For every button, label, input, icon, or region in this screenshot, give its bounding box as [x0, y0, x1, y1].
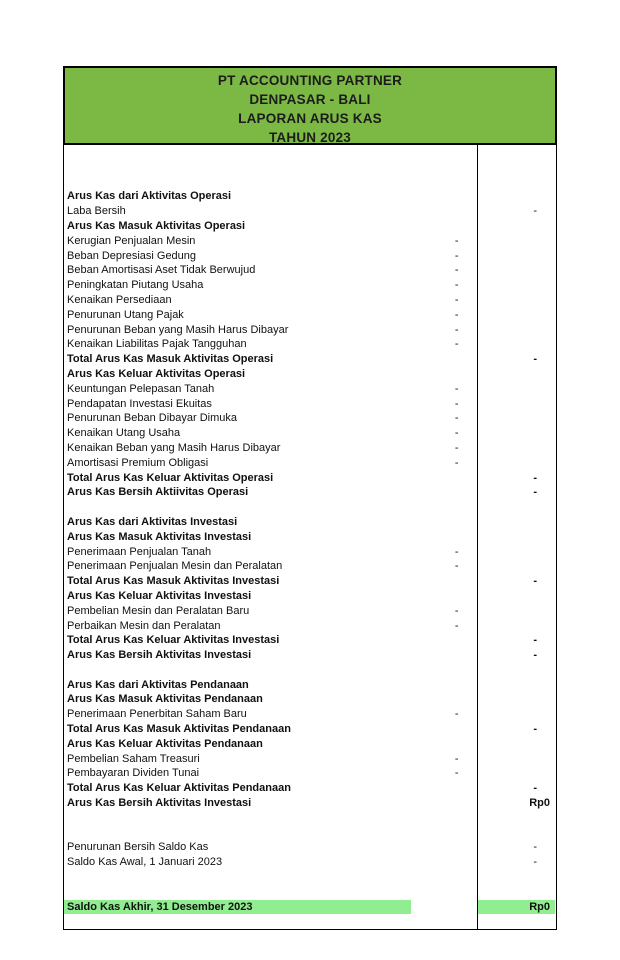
amount-total-cell — [477, 234, 556, 249]
amount-detail-cell: - — [454, 767, 459, 780]
company-city: DENPASAR - BALI — [249, 92, 371, 107]
report-row — [64, 219, 556, 234]
amount-total-cell: Rp0 — [529, 797, 550, 810]
amount-total-cell — [477, 515, 556, 530]
report-row — [64, 752, 556, 767]
report-row — [64, 278, 556, 293]
amount-detail-cell: - — [454, 560, 459, 573]
report-row — [64, 766, 556, 781]
amount-total-cell — [477, 914, 556, 929]
amount-total-cell — [477, 707, 556, 722]
amount-total-cell: - — [533, 205, 537, 218]
row-label: Laba Bersih — [67, 205, 126, 218]
row-label: Total Arus Kas Masuk Aktivitas Operasi — [67, 353, 274, 366]
amount-detail-cell — [411, 500, 477, 515]
amount-detail-cell: - — [454, 619, 459, 632]
row-label: Arus Kas dari Aktivitas Pendanaan — [67, 678, 249, 691]
row-label — [64, 663, 411, 678]
row-label: Arus Kas Bersih Aktiivitas Operasi — [67, 486, 249, 499]
spacer-row — [64, 826, 556, 841]
amount-total-cell — [477, 678, 556, 693]
row-label: Arus Kas dari Aktivitas Operasi — [67, 190, 232, 203]
report-row — [64, 574, 556, 589]
amount-detail-cell: - — [454, 441, 459, 454]
amount-total-cell: - — [533, 856, 537, 869]
amount-detail-cell — [411, 914, 477, 929]
amount-detail-cell — [411, 840, 477, 855]
report-row — [64, 308, 556, 323]
row-label: Beban Amortisasi Aset Tidak Berwujud — [67, 264, 256, 277]
report-row — [64, 456, 556, 471]
amount-detail-cell — [411, 515, 477, 530]
spacer-row — [64, 145, 556, 160]
amount-total-cell — [477, 263, 556, 278]
report-row — [64, 397, 556, 412]
row-label: Arus Kas Bersih Aktivitas Investasi — [67, 649, 252, 662]
amount-total-cell — [477, 663, 556, 678]
amount-detail-cell: - — [454, 382, 459, 395]
report-row — [64, 323, 556, 338]
amount-detail-cell: - — [454, 264, 459, 277]
cash-flow-report — [63, 66, 557, 930]
row-label: Penerimaan Penerbitan Saham Baru — [67, 708, 247, 721]
amount-detail-cell: - — [454, 752, 459, 765]
amount-total-cell: - — [533, 649, 537, 662]
amount-total-cell: - — [533, 782, 537, 795]
amount-total-cell — [477, 826, 556, 841]
row-label: Total Arus Kas Masuk Aktivitas Pendanaan — [67, 723, 291, 736]
amount-detail-cell — [411, 648, 477, 663]
amount-detail-cell: - — [454, 397, 459, 410]
report-period: TAHUN 2023 — [268, 130, 352, 145]
row-label: Arus Kas dari Aktivitas Investasi — [67, 515, 238, 528]
report-row — [64, 426, 556, 441]
row-label: Perbaikan Mesin dan Peralatan — [67, 619, 221, 632]
row-label — [64, 870, 411, 885]
amount-total-cell: - — [533, 486, 537, 499]
amount-total-cell — [477, 589, 556, 604]
row-label: Arus Kas Keluar Aktivitas Operasi — [67, 367, 246, 380]
report-row — [64, 204, 556, 219]
amount-detail-cell: - — [454, 427, 459, 440]
row-label: Kenaikan Liabilitas Pajak Tangguhan — [67, 338, 247, 351]
amount-total-cell — [477, 337, 556, 352]
row-label — [64, 811, 411, 826]
amount-total-cell — [477, 397, 556, 412]
report-body — [63, 145, 557, 930]
amount-detail-cell — [411, 870, 477, 885]
amount-detail-cell: - — [454, 308, 459, 321]
report-row — [64, 485, 556, 500]
amount-detail-cell — [411, 826, 477, 841]
report-row — [64, 382, 556, 397]
report-row — [64, 559, 556, 574]
amount-total-cell: - — [533, 723, 537, 736]
company-name: PT ACCOUNTING PARTNER — [217, 73, 403, 88]
report-row — [64, 692, 556, 707]
amount-detail-cell — [411, 633, 477, 648]
row-label: Total Arus Kas Masuk Aktivitas Investasi — [67, 575, 280, 588]
amount-total-cell: - — [533, 841, 537, 854]
report-row — [64, 737, 556, 752]
row-label: Penerimaan Penjualan Tanah — [67, 545, 212, 558]
row-label: Arus Kas Masuk Aktivitas Investasi — [67, 530, 252, 543]
row-label: Arus Kas Keluar Aktivitas Investasi — [67, 589, 252, 602]
row-label — [64, 826, 411, 841]
amount-total-cell — [477, 278, 556, 293]
amount-detail-cell — [411, 175, 477, 190]
report-row — [64, 840, 556, 855]
row-label: Saldo Kas Awal, 1 Januari 2023 — [67, 856, 223, 869]
spacer-row — [64, 500, 556, 515]
report-row — [64, 352, 556, 367]
amount-detail-cell — [411, 678, 477, 693]
report-row — [64, 515, 556, 530]
amount-total-cell — [477, 382, 556, 397]
row-label — [64, 160, 411, 175]
amount-total-cell — [477, 411, 556, 426]
row-label: Pembelian Saham Treasuri — [67, 752, 200, 765]
report-row — [64, 796, 556, 811]
report-row — [64, 471, 556, 486]
report-row — [64, 411, 556, 426]
row-label: Pembayaran Dividen Tunai — [67, 767, 200, 780]
amount-detail-cell: - — [454, 412, 459, 425]
amount-total-cell — [477, 367, 556, 382]
spacer-row — [64, 160, 556, 175]
column-divider — [477, 145, 479, 929]
amount-total-cell — [477, 752, 556, 767]
amount-total-cell — [477, 500, 556, 515]
amount-total-cell — [477, 189, 556, 204]
row-label: Pendapatan Investasi Ekuitas — [67, 397, 212, 410]
amount-total-cell: - — [533, 471, 537, 484]
amount-detail-cell — [411, 811, 477, 826]
report-row — [64, 900, 556, 915]
amount-detail-cell: - — [454, 545, 459, 558]
amount-detail-cell: - — [454, 708, 459, 721]
amount-total-cell — [477, 530, 556, 545]
row-label: Arus Kas Keluar Aktivitas Pendanaan — [67, 737, 263, 750]
report-row — [64, 633, 556, 648]
row-label: Beban Depresiasi Gedung — [67, 249, 197, 262]
amount-detail-cell — [411, 722, 477, 737]
amount-detail-cell — [411, 471, 477, 486]
report-row — [64, 648, 556, 663]
amount-detail-cell — [411, 737, 477, 752]
amount-detail-cell — [411, 145, 477, 160]
report-row — [64, 530, 556, 545]
row-label: Penerimaan Penjualan Mesin dan Peralatan — [67, 560, 283, 573]
report-row — [64, 707, 556, 722]
row-label: Penurunan Utang Pajak — [67, 308, 184, 321]
amount-detail-cell — [411, 692, 477, 707]
row-label: Penurunan Beban Dibayar Dimuka — [67, 412, 237, 425]
report-row — [64, 589, 556, 604]
report-row — [64, 545, 556, 560]
amount-detail-cell: - — [454, 338, 459, 351]
row-label: Pembelian Mesin dan Peralatan Baru — [67, 604, 250, 617]
amount-total-cell — [477, 441, 556, 456]
amount-total-cell — [477, 426, 556, 441]
amount-detail-cell — [411, 219, 477, 234]
amount-detail-cell — [411, 589, 477, 604]
spacer-row — [64, 663, 556, 678]
amount-total-cell — [477, 323, 556, 338]
amount-detail-cell: - — [454, 234, 459, 247]
row-label: Amortisasi Premium Obligasi — [67, 456, 209, 469]
row-label — [64, 885, 411, 900]
amount-total-cell — [477, 559, 556, 574]
amount-detail-cell — [411, 485, 477, 500]
row-label: Total Arus Kas Keluar Aktivitas Operasi — [67, 471, 274, 484]
amount-total-cell — [477, 249, 556, 264]
row-label: Kenaikan Utang Usaha — [67, 427, 181, 440]
report-row — [64, 604, 556, 619]
amount-detail-cell: - — [454, 249, 459, 262]
row-label: Kenaikan Beban yang Masih Harus Dibayar — [67, 441, 281, 454]
amount-detail-cell: - — [454, 604, 459, 617]
row-label: Saldo Kas Akhir, 31 Desember 2023 — [64, 900, 411, 915]
report-row — [64, 249, 556, 264]
amount-total-cell — [477, 604, 556, 619]
report-row — [64, 337, 556, 352]
amount-detail-cell — [411, 204, 477, 219]
row-label: Keuntungan Pelepasan Tanah — [67, 382, 215, 395]
amount-total-cell — [477, 885, 556, 900]
amount-detail-cell — [411, 574, 477, 589]
spacer-row — [64, 811, 556, 826]
amount-total-cell: - — [533, 575, 537, 588]
amount-detail-cell — [411, 855, 477, 870]
amount-detail-cell: - — [454, 323, 459, 336]
amount-detail-cell — [411, 160, 477, 175]
report-row — [64, 263, 556, 278]
report-header — [63, 66, 557, 145]
report-row — [64, 678, 556, 693]
report-row — [64, 722, 556, 737]
amount-total-cell: - — [533, 353, 537, 366]
amount-total-cell — [477, 160, 556, 175]
amount-detail-cell — [411, 352, 477, 367]
amount-total-cell: - — [533, 634, 537, 647]
amount-detail-cell — [411, 189, 477, 204]
row-label: Arus Kas Masuk Aktivitas Operasi — [67, 219, 246, 232]
amount-total-cell — [477, 219, 556, 234]
amount-total-cell — [477, 308, 556, 323]
amount-total-cell — [477, 811, 556, 826]
row-label: Arus Kas Bersih Aktivitas Investasi — [67, 797, 252, 810]
amount-total-cell — [477, 692, 556, 707]
row-label: Arus Kas Masuk Aktivitas Pendanaan — [67, 693, 263, 706]
report-row — [64, 619, 556, 634]
report-row — [64, 781, 556, 796]
amount-detail-cell — [411, 367, 477, 382]
row-label: Kenaikan Persediaan — [67, 293, 172, 306]
row-label: Penurunan Beban yang Masih Harus Dibayar — [67, 323, 289, 336]
row-label — [64, 145, 411, 160]
amount-total-cell — [477, 545, 556, 560]
report-row — [64, 189, 556, 204]
amount-total-cell — [477, 619, 556, 634]
amount-total-cell — [477, 766, 556, 781]
row-label — [64, 500, 411, 515]
row-label: Penurunan Bersih Saldo Kas — [67, 841, 209, 854]
amount-total-cell — [477, 145, 556, 160]
amount-detail-cell — [411, 781, 477, 796]
amount-total-cell — [477, 737, 556, 752]
amount-detail-cell: - — [454, 279, 459, 292]
report-row — [64, 855, 556, 870]
amount-detail-cell: - — [454, 456, 459, 469]
spacer-row — [64, 175, 556, 190]
spacer-row — [64, 914, 556, 929]
row-label: Kerugian Penjualan Mesin — [67, 234, 196, 247]
amount-total-cell — [477, 456, 556, 471]
report-row — [64, 293, 556, 308]
spacer-row — [64, 885, 556, 900]
amount-detail-cell: - — [454, 293, 459, 306]
row-label: Total Arus Kas Keluar Aktivitas Investasi — [67, 634, 280, 647]
amount-detail-cell — [411, 885, 477, 900]
row-label — [64, 914, 411, 929]
amount-total-cell — [477, 870, 556, 885]
report-row — [64, 441, 556, 456]
report-row — [64, 367, 556, 382]
report-title: LAPORAN ARUS KAS — [238, 111, 382, 126]
amount-total-cell: Rp0 — [477, 900, 556, 915]
row-label — [64, 175, 411, 190]
amount-total-cell — [477, 175, 556, 190]
amount-detail-cell — [411, 663, 477, 678]
row-label: Peningkatan Piutang Usaha — [67, 279, 204, 292]
amount-detail-cell — [411, 900, 477, 915]
amount-total-cell — [477, 293, 556, 308]
amount-detail-cell — [411, 796, 477, 811]
amount-detail-cell — [411, 530, 477, 545]
spacer-row — [64, 870, 556, 885]
report-row — [64, 234, 556, 249]
row-label: Total Arus Kas Keluar Aktivitas Pendanaan — [67, 782, 291, 795]
